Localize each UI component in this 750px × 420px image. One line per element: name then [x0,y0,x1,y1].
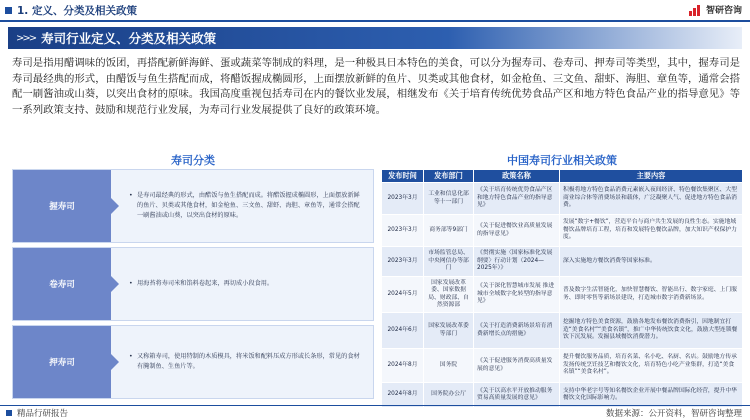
cell-department: 商务部等9部门 [424,215,474,247]
classification-title: 寿司分类 [171,154,215,167]
intro-paragraph: 寿司是指用醋调味的饭团，再搭配新鲜海鲜、蛋或蔬菜等制成的料理，是一种极具日本特色的美食，可以分为握寿司、卷寿司、押寿司等类型，其中，握寿司是寿司最经典的形式，由醋饭与鱼生搭配而成，将醋饭握成椭圆形，上面摆放新鲜的鱼片、贝类或其他食材，如金枪鱼、三文鱼、甜虾、海胆、章鱼等，通常会搭配一刷酱油或山葵，以突出食材的原味。我国高度重视包括寿司在内的餐饮业发展，相继发布《关于培育传统优势食品产区和地方特色食品产业的指导意见》等一系列政策支持、鼓励和规范行业发展，为寿司行业发展提供了良好的政策环境。 [12,57,740,116]
top-divider [0,20,750,22]
policy-table [381,169,743,408]
cell-department: 国务院 [424,349,474,383]
classification-item [12,325,374,399]
cell-policy-name: 《关于促进服务消费高质量发展的意见》 [474,349,560,383]
table-row [382,277,743,313]
table-header-row [382,170,743,183]
table-row [382,383,743,408]
cell-policy-name: 《关于培育传统优势食品产区和地方特色食品产业的指导意见》 [474,183,560,215]
cell-content: 深入实施地方餐饮消费等国家标准。 [560,247,743,277]
cell-policy-name: 《关于深化智慧城市发展 推进城市全域数字化转型的指导意见》 [474,277,560,313]
cell-content: 积极将地方特色食品消费元素嵌入夜间经济、特色餐饮集聚区、大型商业综合体等消费场景和载体，广泛凝聚人气、促进地方特色食品消费。 [560,183,743,215]
cell-date: 2024年8月 [382,383,424,408]
title-banner [8,27,742,49]
column-header: 主要内容 [560,170,743,183]
cell-content: 发展“数字+餐饮”，营造平台与商户共生发展的良性生态。实施地域餐饮品牌培育工程，培育和发展特色餐饮品牌，加大知识产权保护力度。 [560,215,743,247]
cell-department: 国家发展改革委、国家数据局、财政部、自然资源部 [424,277,474,313]
footer-square-icon [6,410,12,416]
cell-content: 挖掘地方特色美食资源，鼓励各地发布餐饮消费指引，因地制宜打造“美食名村”“美食名镇”，推广中华传统饮食文化，鼓励大型连锁餐饮下沉发展。发掘县域餐饮消费潜力。 [560,313,743,349]
column-header: 政策名称 [474,170,560,183]
cell-date: 2024年8月 [382,349,424,383]
brand-logo-icon [689,4,703,16]
classification-desc: • 用海苔将寿司米和馅料卷起来，再切成小段食用。 [119,279,373,289]
table-row [382,247,743,277]
cell-policy-name: 《贯彻实施〈国家标准化发展纲要〉行动计划（2024—2025年）》 [474,247,560,277]
arrow-icon [111,198,119,214]
policy-title: 中国寿司行业相关政策 [507,154,617,167]
cell-department: 工业和信息化部等十一部门 [424,183,474,215]
classification-item [12,247,374,321]
cell-department: 国家发展改革委等部门 [424,313,474,349]
cell-content: 提升餐饮服务品质，培育名菜、名小吃、名厨、名店。鼓励地方传承发扬传统烹饪技艺和餐饮文化，培育特色小吃产业集群，打造“美食名镇”“美食名村”。 [560,349,743,383]
classification-desc: • 又称箱寿司，使用特制的木质模具，将米饭和配料压成方形或长条形，常见的食材有腌制鱼、生鱼片等。 [119,352,373,372]
banner-title: 寿司行业定义、分类及相关政策 [41,31,217,46]
arrow-icon [111,276,119,292]
section-title: 1. 定义、分类及相关政策 [17,4,137,17]
footer-divider [0,405,750,406]
classification-label: 押寿司 [13,326,111,398]
classification-desc: • 是寿司最经典的形式，由醋饭与鱼生搭配而成。将醋饭握成椭圆形，上面摆放新鲜的鱼片、贝类或其他食材，如金枪鱼、三文鱼、甜虾、海胆、章鱼等，通常会搭配一刷酱油或山葵，以突出食材的原味。 [119,191,373,221]
table-row [382,349,743,383]
classification-label: 握寿司 [13,170,111,242]
cell-date: 2024年6月 [382,313,424,349]
table-row [382,313,743,349]
cell-date: 2023年3月 [382,215,424,247]
arrow-icon [111,354,119,370]
classification-item [12,169,374,243]
footer-label: 精品行研报告 [17,409,69,419]
cell-department: 国务院办公厅 [424,383,474,408]
top-bar [0,0,750,20]
classification-label: 卷寿司 [13,248,111,320]
cell-date: 2023年3月 [382,183,424,215]
cell-policy-name: 《关于打造消费新场景培育消费新增长点的措施》 [474,313,560,349]
cell-content: 支持中华老字号等知名餐饮企业开展中餐品牌国际化经营，提升中华餐饮文化国际影响力。 [560,383,743,408]
cell-date: 2023年3月 [382,247,424,277]
column-header: 发布部门 [424,170,474,183]
table-row [382,215,743,247]
chevrons-icon: >>> [16,32,36,44]
cell-policy-name: 《关于促进餐饮业高质量发展的指导意见》 [474,215,560,247]
data-source: 数据来源：公开资料，智研咨询整理 [605,409,742,419]
cell-content: 普及数字生活智能化，加快智慧餐饮、智能出行、数字家庭、上门服务、即时零售等新场景建设，打造城市数字消费新场景。 [560,277,743,313]
column-header: 发布时间 [382,170,424,183]
cell-policy-name: 《关于以高水平开放推动服务贸易高质量发展的意见》 [474,383,560,408]
brand [689,3,742,16]
section-square-icon [5,7,12,14]
cell-department: 市场监管总局、中央网信办等部门 [424,247,474,277]
brand-name: 智研咨询 [705,6,742,16]
table-row [382,183,743,215]
cell-date: 2024年5月 [382,277,424,313]
footer [0,405,750,420]
